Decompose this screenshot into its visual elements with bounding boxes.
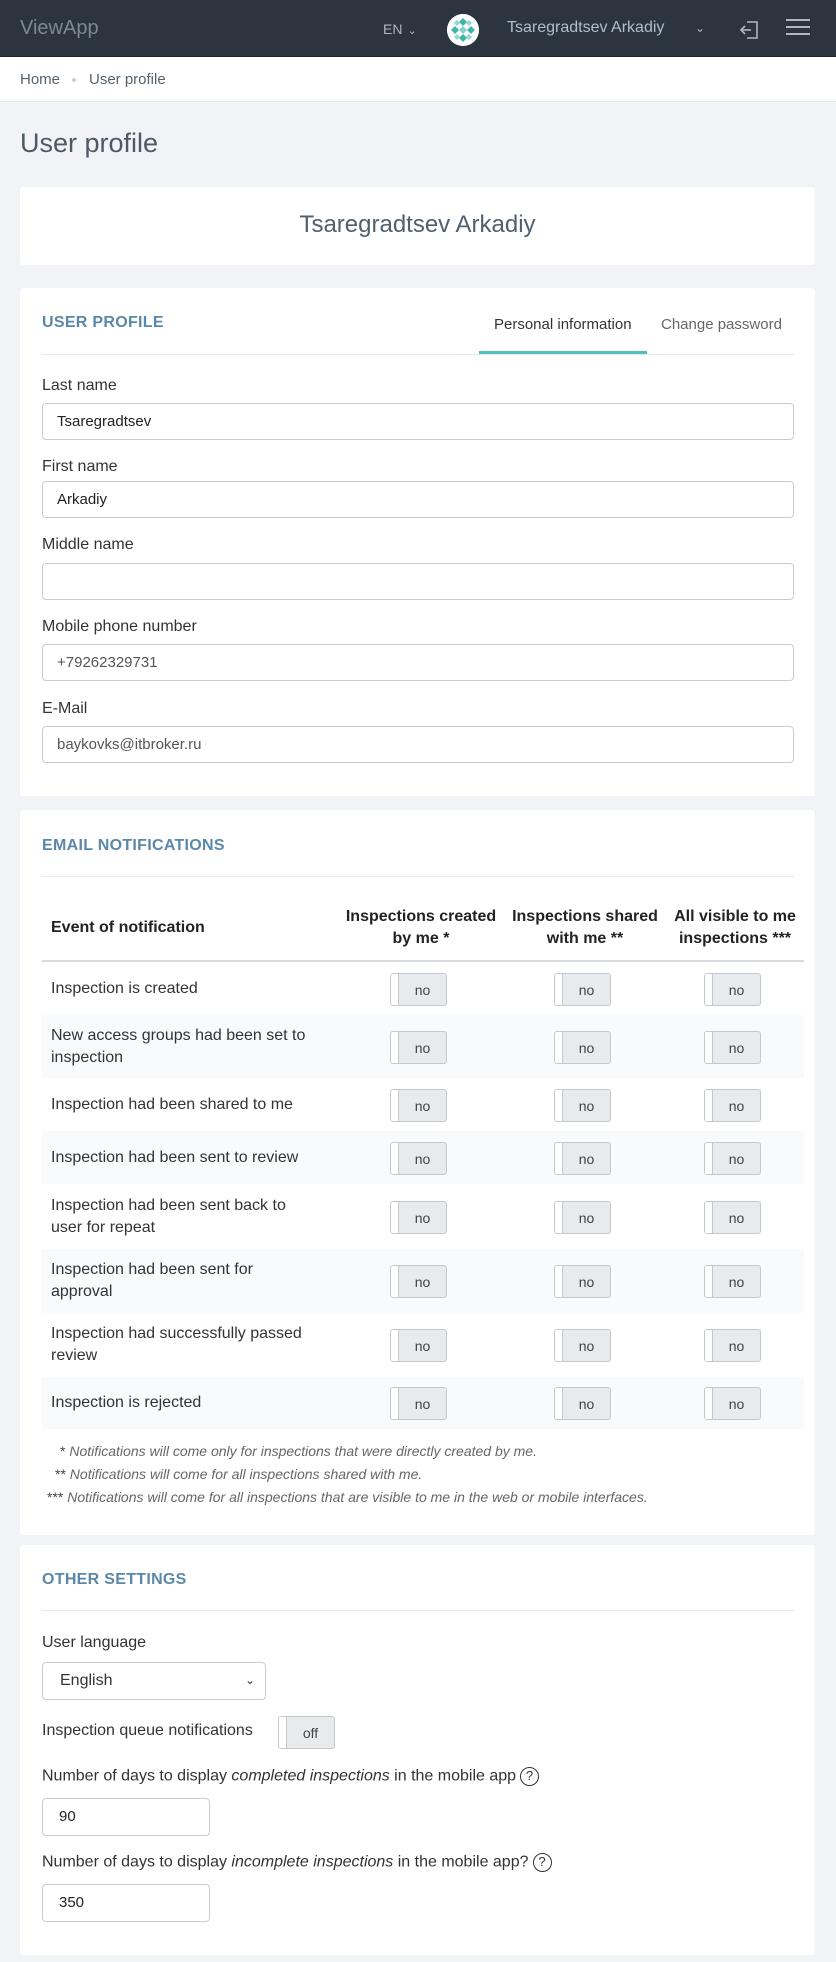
user-profile-title: USER PROFILE	[42, 314, 164, 331]
notification-toggle[interactable]	[554, 1387, 611, 1420]
notification-toggle[interactable]	[554, 1329, 611, 1362]
toggle-state: no	[578, 982, 595, 998]
toggle-knob	[555, 1388, 563, 1419]
toggle-knob	[705, 1330, 713, 1361]
incomplete-days-label-prefix: Number of days to display	[42, 1853, 232, 1871]
toggle-state: no	[728, 1150, 745, 1167]
event-label	[51, 1392, 331, 1414]
created-by-me-header	[338, 906, 504, 950]
event-label-line1: New access groups had been set to	[51, 1026, 306, 1044]
event-column-header: Event of notification	[51, 919, 205, 936]
breadcrumb-current: User profile	[89, 71, 166, 88]
notification-toggle[interactable]	[704, 1387, 761, 1420]
footnote-2-mark: **	[55, 1466, 66, 1482]
user-menu-name[interactable]: Tsaregradtsev Arkadiy	[507, 19, 665, 36]
notification-toggle[interactable]	[704, 1265, 761, 1298]
toggle-knob	[555, 1032, 563, 1063]
help-icon[interactable]: ?	[533, 1853, 552, 1872]
email-input[interactable]: baykovks@itbroker.ru	[42, 726, 794, 763]
event-label-line2: approval	[51, 1283, 113, 1300]
last-name-input[interactable]: Tsaregradtsev	[42, 403, 794, 440]
notification-toggle[interactable]	[390, 1089, 447, 1122]
toggle-state: no	[414, 1039, 431, 1056]
toggle-knob	[391, 1143, 399, 1174]
notification-toggle[interactable]	[390, 973, 447, 1006]
notification-toggle[interactable]	[390, 1387, 447, 1420]
notification-toggle[interactable]	[554, 1089, 611, 1122]
profile-full-name: Tsaregradtsev Arkadiy	[299, 211, 536, 238]
completed-days-label	[42, 1767, 539, 1786]
toggle-knob	[391, 1266, 399, 1297]
toggle-state: off	[302, 1725, 319, 1741]
first-name-input[interactable]: Arkadiy	[42, 481, 794, 518]
tab-change-password[interactable]: Change password	[661, 316, 782, 333]
toggle-knob	[391, 1388, 399, 1419]
toggle-knob	[555, 1143, 563, 1174]
completed-days-label-prefix: Number of days to display	[42, 1767, 232, 1785]
completed-days-label-suffix: in the mobile app	[389, 1767, 517, 1785]
toggle-state: no	[414, 982, 431, 998]
footnote-2	[55, 1466, 422, 1482]
event-label	[51, 1323, 331, 1367]
toggle-state: no	[414, 1396, 431, 1412]
toggle-knob	[391, 974, 399, 1005]
notifications-divider	[42, 876, 794, 877]
hamburger-menu-icon[interactable]	[786, 19, 810, 39]
user-profile-panel	[20, 288, 815, 796]
notification-toggle[interactable]	[704, 1142, 761, 1175]
toggle-state: no	[414, 1338, 431, 1354]
toggle-knob	[391, 1032, 399, 1063]
tab-personal-information[interactable]: Personal information	[494, 316, 632, 333]
event-label-line1: Inspection had been sent back to	[51, 1196, 286, 1214]
chevron-down-icon: ⌄	[244, 1673, 255, 1687]
notification-toggle[interactable]	[390, 1265, 447, 1298]
tabs-divider	[42, 354, 794, 355]
footnote-1-text: Notifications will come only for inspections that were directly created by me.	[69, 1443, 537, 1459]
notification-toggle[interactable]	[390, 1201, 447, 1234]
user-language-value: English	[60, 1672, 113, 1689]
event-label-line1: Inspection is rejected	[51, 1394, 202, 1411]
event-label	[51, 978, 331, 1000]
email-notifications-title: EMAIL NOTIFICATIONS	[42, 837, 225, 854]
chevron-down-icon[interactable]: ⌄	[695, 21, 706, 35]
event-label-line2: inspection	[51, 1048, 124, 1066]
event-label-line1: Inspection had been sent to review	[51, 1148, 299, 1166]
notification-toggle[interactable]	[554, 973, 611, 1006]
toggle-state: no	[578, 1097, 595, 1114]
notification-toggle[interactable]	[704, 1329, 761, 1362]
help-icon[interactable]: ?	[520, 1767, 539, 1786]
event-label	[51, 1094, 331, 1116]
all-visible-header-line1: All visible to me	[674, 908, 796, 925]
notification-toggle[interactable]	[390, 1329, 447, 1362]
logout-icon[interactable]	[738, 19, 760, 41]
top-navbar	[0, 0, 836, 57]
mobile-phone-input[interactable]: +79262329731	[42, 644, 794, 681]
shared-with-me-header	[502, 906, 668, 950]
notification-toggle[interactable]	[554, 1142, 611, 1175]
event-label-line1: Inspection had been shared to me	[51, 1095, 293, 1113]
toggle-knob	[705, 1090, 713, 1121]
toggle-knob	[391, 1090, 399, 1121]
event-label	[51, 1259, 331, 1303]
brand-name[interactable]: ViewApp	[20, 17, 99, 39]
toggle-state: no	[728, 1209, 745, 1226]
toggle-knob	[555, 1330, 563, 1361]
last-name-label: Last name	[42, 377, 117, 394]
toggle-state: no	[578, 1274, 595, 1290]
toggle-knob	[705, 1032, 713, 1063]
created-by-me-header-line1: Inspections created	[345, 908, 497, 925]
toggle-knob	[705, 1266, 713, 1297]
toggle-state: no	[414, 1209, 431, 1226]
footnote-3-mark: ***	[47, 1489, 64, 1505]
toggle-knob	[705, 974, 713, 1005]
toggle-knob	[705, 1388, 713, 1419]
logo-icon	[447, 14, 479, 46]
event-label-line2: user for repeat	[51, 1218, 156, 1236]
toggle-knob	[555, 1090, 563, 1121]
table-header-divider	[42, 960, 804, 962]
toggle-knob	[555, 1266, 563, 1297]
toggle-knob	[705, 1202, 713, 1233]
page-title: User profile	[20, 128, 159, 158]
user-language-label: User language	[42, 1634, 147, 1651]
toggle-state: no	[728, 1097, 745, 1114]
breadcrumb-home[interactable]: Home	[20, 71, 61, 88]
toggle-state: no	[728, 1039, 745, 1056]
incomplete-days-input[interactable]: 350	[42, 1884, 210, 1922]
event-label	[51, 1195, 331, 1239]
toggle-knob	[279, 1717, 287, 1748]
queue-notifications-label: Inspection queue notifications	[42, 1722, 253, 1739]
toggle-state: no	[728, 1338, 745, 1354]
breadcrumb	[0, 57, 836, 102]
event-label-line1: Inspection is created	[51, 980, 198, 997]
event-label-line1: Inspection had been sent for	[51, 1261, 253, 1278]
middle-name-label: Middle name	[42, 536, 134, 553]
toggle-state: no	[578, 1150, 595, 1167]
queue-notifications-toggle[interactable]	[278, 1716, 335, 1749]
toggle-state: no	[414, 1097, 431, 1114]
chevron-down-icon: ⌄	[407, 25, 417, 37]
language-selector[interactable]	[383, 21, 417, 37]
shared-with-me-header-line1: Inspections shared	[512, 908, 658, 925]
toggle-knob	[555, 1202, 563, 1233]
language-label: EN	[383, 21, 403, 37]
breadcrumb-separator	[72, 78, 76, 82]
incomplete-days-label-emphasis: incomplete inspections	[231, 1853, 394, 1871]
event-label	[51, 1025, 331, 1069]
notification-toggle[interactable]	[704, 1031, 761, 1064]
middle-name-input[interactable]	[42, 563, 794, 600]
footnote-2-text: Notifications will come for all inspections shared with me.	[69, 1466, 423, 1482]
notification-toggle[interactable]	[704, 1089, 761, 1122]
event-label	[51, 1147, 331, 1169]
toggle-state: no	[578, 1209, 595, 1226]
toggle-state: no	[728, 1396, 745, 1412]
toggle-state: no	[578, 1396, 595, 1412]
created-by-me-header-line2: by me *	[392, 930, 450, 947]
footnote-1	[60, 1443, 537, 1459]
footnote-3	[47, 1489, 648, 1505]
notification-toggle[interactable]	[390, 1142, 447, 1175]
toggle-knob	[555, 974, 563, 1005]
email-label: E-Mail	[42, 700, 88, 717]
notification-toggle[interactable]	[554, 1201, 611, 1234]
toggle-state: no	[728, 1274, 745, 1290]
toggle-knob	[705, 1143, 713, 1174]
all-visible-header	[665, 906, 805, 950]
user-language-select[interactable]	[42, 1662, 266, 1700]
toggle-state: no	[414, 1274, 431, 1290]
completed-days-input[interactable]: 90	[42, 1798, 210, 1836]
event-label-line1: Inspection had successfully passed	[51, 1325, 302, 1342]
other-settings-divider	[42, 1610, 794, 1611]
incomplete-days-label-suffix: in the mobile app?	[393, 1853, 529, 1871]
footnote-3-text: Notifications will come for all inspections that are visible to me in the web or mobile interfaces.	[67, 1489, 648, 1505]
notification-toggle[interactable]	[704, 973, 761, 1006]
toggle-state: no	[414, 1150, 431, 1167]
toggle-knob	[391, 1330, 399, 1361]
notification-toggle[interactable]	[554, 1265, 611, 1298]
active-tab-indicator	[479, 351, 647, 354]
all-visible-header-line2: inspections ***	[678, 930, 792, 947]
toggle-knob	[391, 1202, 399, 1233]
toggle-state: no	[578, 1338, 595, 1354]
shared-with-me-header-line2: with me **	[546, 930, 624, 947]
completed-days-label-emphasis: completed inspections	[231, 1767, 390, 1785]
toggle-state: no	[728, 982, 745, 998]
incomplete-days-label	[42, 1853, 552, 1872]
footnote-1-mark: *	[60, 1443, 66, 1459]
other-settings-title: OTHER SETTINGS	[42, 1571, 187, 1588]
mobile-phone-label: Mobile phone number	[42, 618, 197, 635]
notification-toggle[interactable]	[554, 1031, 611, 1064]
notification-toggle[interactable]	[704, 1201, 761, 1234]
first-name-label: First name	[42, 458, 118, 475]
toggle-state: no	[578, 1039, 595, 1056]
notification-toggle[interactable]	[390, 1031, 447, 1064]
event-label-line2: review	[51, 1347, 98, 1364]
